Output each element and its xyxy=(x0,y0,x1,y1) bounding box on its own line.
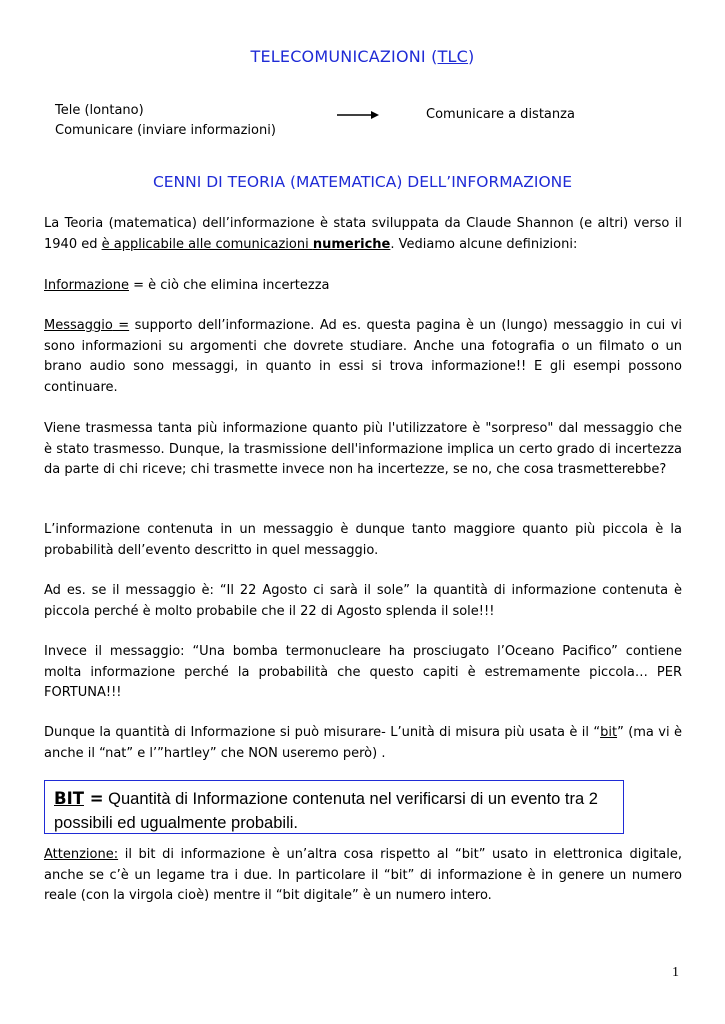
messaggio-definition xyxy=(44,316,682,398)
intro-underlined: è applicabile alle comunicazioni xyxy=(101,236,313,252)
messaggio-text: supporto dell’informazione. Ad es. questa pagina è un (lungo) messaggio in cui vi sono informazioni su argomenti che dovrete studiare. Anche una fotografia o un filmato o un brano audio sono messaggi, in quanto in essi si trova informazione!! E gli esempi possono continuare. xyxy=(44,318,682,395)
messaggio-equals: = xyxy=(112,318,130,333)
paragraph-sorpreso: Viene trasmessa tanta più informazione quanto più l'utilizzatore è "sorpreso" dal messaggio che è stato trasmesso. Dunque, la trasmissione dell'informazione implica un certo grado di incertezza da parte di chi riceve; chi trasmette invece non ha incertezze, se no, che cosa trasmetterebbe? xyxy=(44,421,682,477)
messaggio-term: Messaggio xyxy=(44,318,113,333)
definition-tele: Tele (lontano) xyxy=(55,103,144,118)
page-number: 1 xyxy=(672,965,679,980)
bit-equals: = xyxy=(83,789,104,808)
attenzione-paragraph xyxy=(44,845,682,907)
title-suffix: ) xyxy=(468,47,475,66)
title-prefix: TELECOMUNICAZIONI ( xyxy=(250,47,438,66)
misura-bit-term: bit xyxy=(600,725,618,740)
definition-comunicare: Comunicare (inviare informazioni) xyxy=(55,123,276,138)
intro-bold-term: numeriche xyxy=(312,236,391,252)
attenzione-term: Attenzione: xyxy=(44,847,119,862)
paragraph-probabilita: L’informazione contenuta in un messaggio è dunque tanto maggiore quanto più piccola è la probabilità dell’evento descritto in quel messaggio. xyxy=(44,522,682,558)
title-abbreviation: TLC xyxy=(437,47,469,66)
informazione-text: = è ciò che elimina incertezza xyxy=(128,278,330,293)
intro-text-end: . Vediamo alcune definizioni: xyxy=(390,236,578,252)
paragraph-bomba: Invece il messaggio: “Una bomba termonucleare ha prosciugato l’Oceano Pacifico” contiene molta informazione perché la probabilità che questo capiti è estremamente piccola… PER FORTUNA!!! xyxy=(44,644,682,700)
intro-paragraph xyxy=(44,214,682,255)
intro-text: La Teoria (matematica) dell’informazione è stata sviluppata da Claude Shannon (e altri) verso il 1940 ed xyxy=(44,216,682,252)
misura-text: Dunque la quantità di Informazione si può misurare- L’unità di misura più usata è il “ xyxy=(44,725,601,740)
definition-result: Comunicare a distanza xyxy=(426,107,575,122)
definition-terms xyxy=(55,101,276,141)
page-title xyxy=(0,47,725,66)
bit-definition-box xyxy=(44,780,624,834)
misura-text-end: ” (ma vi è anche il “nat” e l’”hartley” che NON useremo però) . xyxy=(44,725,682,761)
attenzione-text: il bit di informazione è un’altra cosa rispetto al “bit” usato in elettronica digitale, anche se c’è un legame tra i due. In particolare il “bit” di informazione è in genere un numero reale (con la virgola cioè) mentre il “bit digitale” è un numero intero. xyxy=(44,847,682,903)
arrow-right-icon xyxy=(337,108,379,122)
paragraph-sole: Ad es. se il messaggio è: “Il 22 Agosto ci sarà il sole” la quantità di informazione contenuta è piccola perché è molto probabile che il 22 di Agosto splenda il sole!!! xyxy=(44,583,682,619)
informazione-definition xyxy=(44,276,682,297)
bit-definition-text: Quantità di Informazione contenuta nel verificarsi di un evento tra 2 possibili ed ugualmente probabili. xyxy=(54,790,598,832)
bit-term: BIT xyxy=(54,789,84,808)
informazione-term: Informazione xyxy=(44,278,129,293)
paragraph-misura xyxy=(44,723,682,764)
section-subtitle: CENNI DI TEORIA (MATEMATICA) DELL’INFORMAZIONE xyxy=(152,173,573,191)
